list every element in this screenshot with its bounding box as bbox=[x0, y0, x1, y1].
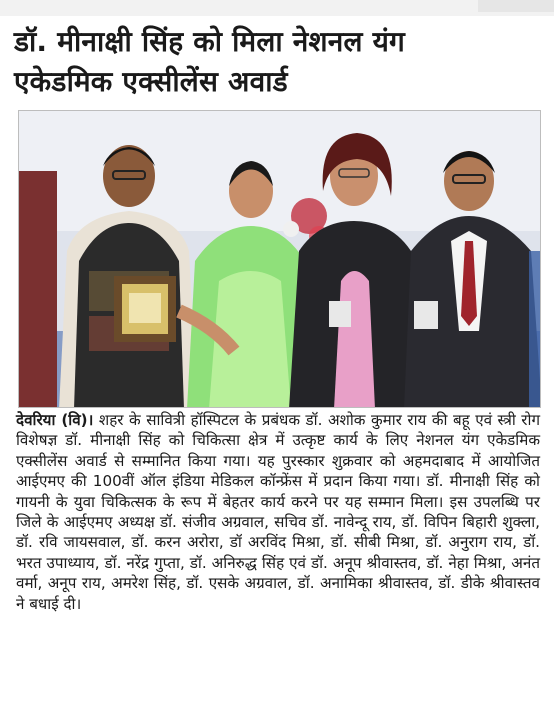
clipping-edge bbox=[478, 0, 554, 12]
headline-line-1: डॉ. मीनाक्षी सिंह को मिला नेशनल यंग bbox=[14, 25, 406, 58]
award-ceremony-photo bbox=[19, 111, 541, 408]
person-left-edge bbox=[19, 171, 57, 408]
article-text: शहर के सावित्री हॉस्पिटल के प्रबंधक डॉ. अशोक कुमार राय की बहू एवं स्त्री रोग विशेषज्ञ डॉ. मीनाक्षी सिंह को चिकित्सा क्षेत्र में उत्कृष्ट कार्य के लिए नेशनल यंग एकेडमिक एक्सीलेंस अवार्ड से सम्मानित किया गया। यह पुरस्कार शुक्रवार को अहमदाबाद में आयोजित आईएमए की 100वीं ऑल इंडिया मेडिकल कॉन्फ्रेंस में प्रदान किया गया। डॉ. मीनाक्षी सिंह को गायनी के युवा चिकित्सक के रूप में बेहतर कार्य करने पर यह सम्मान मिला। इस उपलब्धि पर जिले के आईएमए अध्यक्ष डॉ. संजीव अग्रवाल, सचिव डॉ. नावेन्दू राय, डॉ. विपिन बिहारी शुक्ला, डॉ. रवि जायसवाल, डॉ. करन अरोरा, डॉ अरविंद मिश्रा, डॉ. सीबी मिश्रा, डॉ. अनुराग राय, डॉ. भरत उपाध्याय, डॉ. नरेंद्र गुप्ता, डॉ. अनिरुद्ध सिंह एवं डॉ. अनूप श्रीवास्तव, डॉ. नेहा मिश्रा, अनंत वर्मा, अनूप राय, अमरेश सिंह, डॉ. एसके अग्रवाल, डॉ. अनामिका श्रीवास्तव, डॉ. डीके श्रीवास्तव ने बधाई दी। bbox=[16, 411, 540, 613]
dateline: देवरिया (वि)। bbox=[16, 411, 94, 429]
article-body bbox=[16, 410, 540, 614]
headline bbox=[14, 22, 544, 102]
headline-line-2: एकेडमिक एक्सीलेंस अवार्ड bbox=[14, 65, 288, 98]
stage-backdrop-edge bbox=[529, 251, 541, 408]
flower-decoration bbox=[283, 221, 299, 237]
award-plaque bbox=[114, 276, 176, 342]
clipping-top-strip bbox=[0, 0, 554, 16]
news-photo bbox=[18, 110, 541, 408]
